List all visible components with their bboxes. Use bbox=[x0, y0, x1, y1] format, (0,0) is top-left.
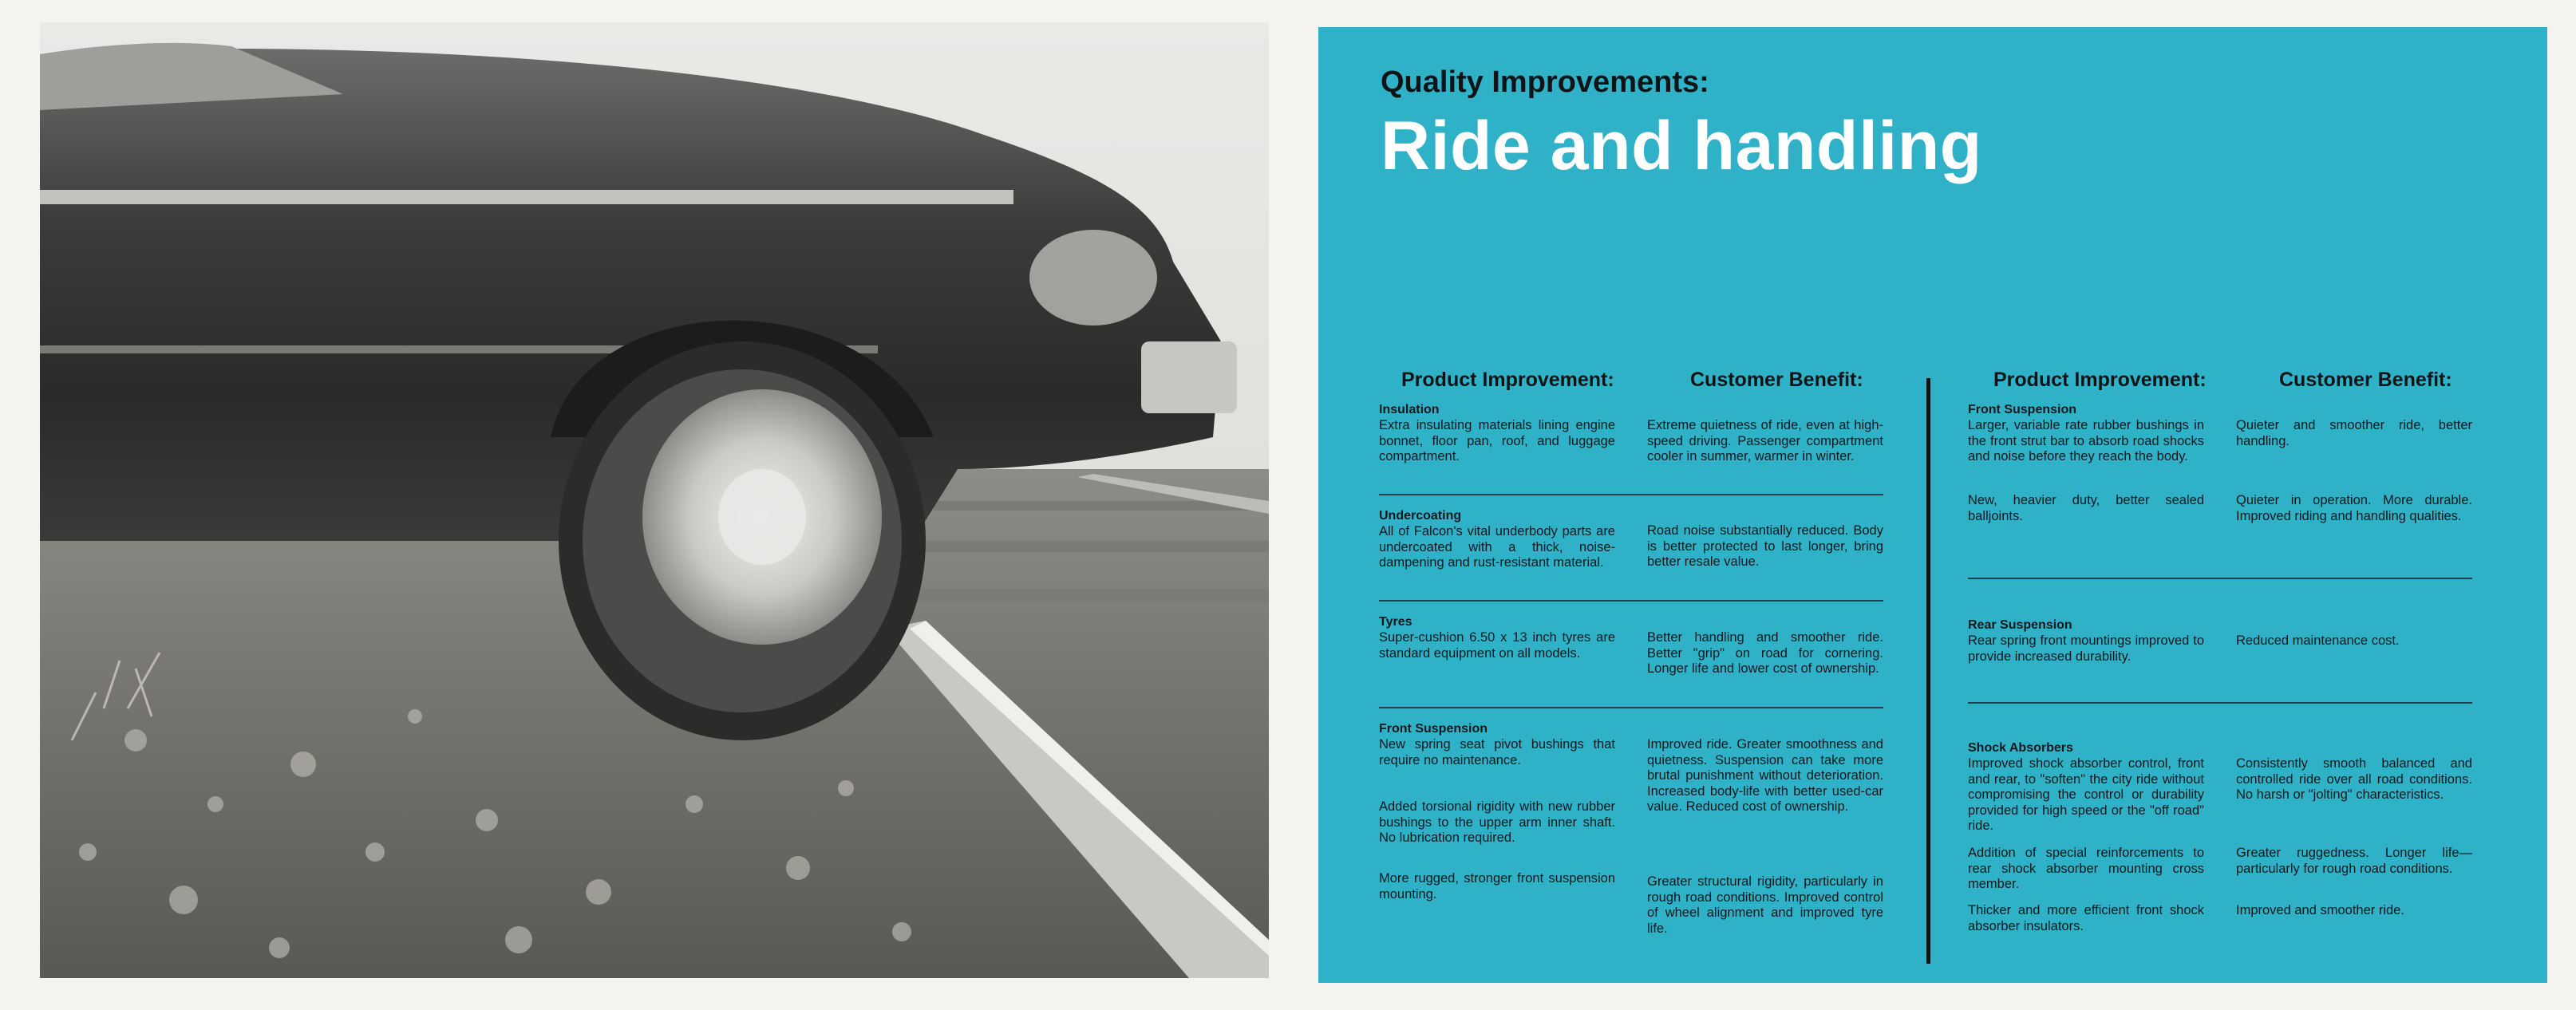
item-text-insulators: Thicker and more efficient front shock absorber insulators. bbox=[1968, 903, 2204, 933]
page-title: Ride and handling bbox=[1381, 108, 1982, 184]
benefit-front-suspension-left: Improved ride. Greater smoothness and quietness. Suspension can take more brutal punishment without deterioration. Increased body-life with better used-car value. Reduced cost of ownership. bbox=[1647, 737, 1883, 814]
benefit-reinforcements: Greater ruggedness. Longer life—particularly for rough road conditions. bbox=[2236, 846, 2472, 876]
ride-handling-panel bbox=[1318, 27, 2547, 983]
item-text: All of Falcon's vital underbody parts are undercoated with a thick, noise-dampening and rust-resistant material. bbox=[1379, 524, 1615, 570]
item-title: Insulation bbox=[1379, 403, 1440, 416]
item-text: Super-cushion 6.50 x 13 inch tyres are standard equipment on all models. bbox=[1379, 630, 1615, 661]
benefit-balljoints: Quieter in operation. More durable. Improved riding and handling qualities. bbox=[2236, 493, 2472, 523]
benefit-insulation: Extreme quietness of ride, even at high-speed driving. Passenger compartment cooler in summer, warmer in winter. bbox=[1647, 418, 1883, 464]
item-insulation bbox=[1379, 402, 1615, 465]
item-text: Rear spring front mountings improved to provide increased durability. bbox=[1968, 633, 2204, 664]
benefit-tyres: Better handling and smoother ride. Better "grip" on road for cornering. Longer life and lower cost of ownership. bbox=[1647, 630, 1883, 676]
item-shock-absorbers bbox=[1968, 740, 2204, 834]
row-divider bbox=[1968, 578, 2472, 579]
benefit-shock-absorbers: Consistently smooth balanced and controlled ride over all road conditions. No harsh or "jolting" characteristics. bbox=[2236, 756, 2472, 802]
item-tyres bbox=[1379, 614, 1615, 661]
item-title: Front Suspension bbox=[1968, 403, 2076, 416]
item-title: Undercoating bbox=[1379, 509, 1462, 523]
item-text: Larger, variable rate rubber bushings in the front strut bar to absorb road shocks and noise before they reach the body. bbox=[1968, 418, 2204, 464]
item-rear-suspension bbox=[1968, 617, 2204, 665]
column-divider bbox=[1926, 378, 1930, 964]
col-header-benefit-left: Customer Benefit: bbox=[1690, 369, 1863, 391]
row-divider bbox=[1379, 600, 1883, 602]
item-text-balljoints: New, heavier duty, better sealed balljoints. bbox=[1968, 493, 2204, 523]
item-title: Rear Suspension bbox=[1968, 618, 2072, 632]
benefit-mounting: Greater structural rigidity, particularly in rough road conditions. Improved control of wheel alignment and improved tyre life. bbox=[1647, 874, 1883, 936]
car-photo bbox=[40, 22, 1269, 978]
benefit-insulators: Improved and smoother ride. bbox=[2236, 903, 2404, 917]
col-header-product-right: Product Improvement: bbox=[1993, 369, 2207, 391]
item-title: Shock Absorbers bbox=[1968, 741, 2073, 755]
benefit-undercoating: Road noise substantially reduced. Body is better protected to last longer, bring better resale value. bbox=[1647, 523, 1883, 569]
item-undercoating bbox=[1379, 508, 1615, 571]
item-title: Tyres bbox=[1379, 615, 1412, 629]
item-front-suspension-right bbox=[1968, 402, 2204, 465]
row-divider bbox=[1379, 707, 1883, 708]
item-title: Front Suspension bbox=[1379, 722, 1488, 736]
item-text-torsional: Added torsional rigidity with new rubber bushings to the upper arm inner shaft. No lubrication required. bbox=[1379, 799, 1615, 845]
row-divider bbox=[1379, 494, 1883, 495]
item-text: Extra insulating materials lining engine bonnet, floor pan, roof, and luggage compartment. bbox=[1379, 418, 1615, 464]
benefit-rear-suspension: Reduced maintenance cost. bbox=[2236, 633, 2400, 648]
benefit-front-suspension-right: Quieter and smoother ride, better handling. bbox=[2236, 418, 2472, 448]
item-front-suspension-left bbox=[1379, 721, 1615, 768]
row-divider bbox=[1968, 702, 2472, 704]
item-text: New spring seat pivot bushings that require no maintenance. bbox=[1379, 737, 1615, 767]
item-text: Improved shock absorber control, front and rear, to "soften" the city ride without compromising the control or durability provided for high speed or the "off road" ride. bbox=[1968, 756, 2204, 833]
col-header-benefit-right: Customer Benefit: bbox=[2279, 369, 2452, 391]
car-on-track-illustration bbox=[40, 22, 1269, 978]
item-text-mounting: More rugged, stronger front suspension mounting. bbox=[1379, 871, 1615, 902]
section-supertitle: Quality Improvements: bbox=[1381, 65, 1709, 99]
item-text-reinforcements: Addition of special reinforcements to rear shock absorber mounting cross member. bbox=[1968, 846, 2204, 891]
col-header-product-left: Product Improvement: bbox=[1401, 369, 1614, 391]
